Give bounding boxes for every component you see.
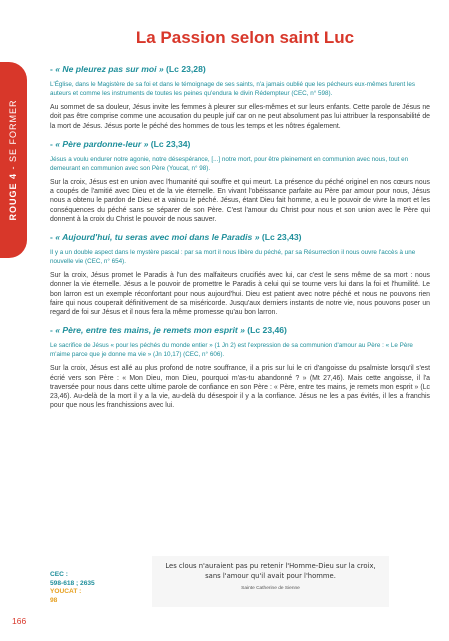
heading-quote: « Aujourd'hui, tu seras avec moi dans le Paradis » — [55, 232, 260, 242]
catechism-quote: L'Église, dans le Magistère de sa foi et dans le témoignage de ses saints, n'a jamais oublié que les pécheurs eux-mêmes furent les auteurs et comme les instruments de toutes les peines qu'endura le divin Rédempteur (CEC, n° 598). — [50, 81, 416, 98]
heading-quote: « Père pardonne-leur » — [55, 138, 149, 149]
side-tab-sep: - — [8, 162, 18, 173]
heading-quote: « Père, entre tes mains, je remets mon esprit » — [55, 325, 245, 336]
heading-ref: (Lc 23,46) — [244, 325, 287, 336]
references — [50, 571, 95, 605]
body-paragraph: Sur la croix, Jésus est allé au plus profond de notre souffrance, il a pris sur lui le cri d'angoisse du psalmiste lorsqu'il s'est écrié vers son Père : « Mon Dieu, mon Dieu, pourquoi m'as-tu abandonné ? » (Mt 27,46). Mais cette angoisse, il l'a traversée pour nous dans cette ultime parole de confiance en son Père : « Père, entre tes mains, je remets mon esprit » (Lc 23,46). Au-delà de la mort il y a la vie, au-delà du désespoir il y a la confiance. Jésus ne les a pas évités, il les a franchis pour que nous les franchissions avec lui. — [50, 365, 430, 410]
section-heading: - « Père pardonne-leur » (Lc 23,34) — [50, 138, 191, 149]
section-4 — [50, 325, 430, 410]
catechism-quote: Il y a un double aspect dans le mystère pascal : par sa mort il nous libère du péché, par sa Résurrection il nous ouvre l'accès à une nouvelle vie (CEC, n° 654). — [50, 249, 416, 266]
section-heading: - « Aujourd'hui, tu seras avec moi dans le Paradis » (Lc 23,43) — [50, 232, 302, 242]
body-paragraph: Sur la croix, Jésus est en union avec l'humanité qui souffre et qui meurt. La présence du péché originel en nos cœurs nous a coupés de l'amitié avec Dieu et de la vie éternelle. En vivant l'obéissance parfaite au Père par amour pour nous, Jésus nous a obtenu le pardon de Dieu et a vaincu le péché. Jésus, étant Dieu fait homme, a eu le pouvoir de vivre la mort et les conséquences du péché sans se séparer de son Père. C'est l'amour du Christ pour nous et son union avec le Père qui donnent à la croix du Christ le pouvoir de nous sauver. — [50, 178, 430, 223]
quote-box — [152, 556, 389, 607]
page-number: 166 — [12, 616, 27, 626]
catechism-quote: Le sacrifice de Jésus « pour les péchés du monde entier » (1 Jn 2) est l'expression de sa communion d'amour au Père : « Le Père m'aime parce que je donne ma vie » (Jn 10,17) (CEC, n° 606). — [50, 342, 413, 359]
body-paragraph: Sur la croix, Jésus promet le Paradis à l'un des malfaiteurs crucifiés avec lui, car c'est le sens même de sa mort : nous donner la vie éternelle. Jésus a le pouvoir de promettre le Paradis à celui qui se tourne vers lui dans la foi et l'humilité. Le bon larron est un exemple réconfortant pour nous aujourd'hui. Dieu est patient avec notre péché et nous ne pouvons rien faire qui nous couperait définitivement de sa miséricorde. Jusqu'aux derniers instants de notre vie, nous pouvons poser un regard de foi sur Jésus et il nous fera la même promesse qu'au bon larron. — [50, 272, 430, 316]
cec-values: 598-618 ; 2635 — [50, 579, 95, 587]
body-paragraph: Au sommet de sa douleur, Jésus invite les femmes à pleurer sur elles-mêmes et sur leurs enfants. Cette parole de Jésus ne doit pas être comprise comme une accusation du peuple juif car on ne peut absolument pas lui attribuer la responsabilité de la mort de Jésus. Jésus porte le péché des hommes de tous les temps et les nôtres également. — [50, 104, 430, 130]
side-tab-label — [8, 99, 18, 220]
section-3 — [50, 232, 430, 317]
cec-label: CEC : — [50, 571, 68, 578]
heading-ref: (Lc 23,43) — [259, 232, 302, 242]
content — [50, 56, 430, 414]
section-2 — [50, 139, 430, 224]
heading-ref: (Lc 23,28) — [163, 64, 206, 74]
quote-text — [152, 561, 389, 581]
youcat-label: YOUCAT : — [50, 588, 82, 595]
heading-ref: (Lc 23,34) — [148, 138, 191, 149]
quote-attribution: Sainte Catherine de Sienne — [241, 586, 300, 591]
heading-quote: « Ne pleurez pas sur moi » — [55, 64, 164, 74]
catechism-quote: Jésus a voulu endurer notre agonie, notre désespérance, [...] notre mort, pour être pleinement en communion avec nous, tout en demeurant en communion avec son Père (Youcat, n° 98). — [50, 155, 409, 172]
side-tab-sub: SE FORMER — [8, 99, 18, 162]
quote-line-1: Les clous n'auraient pas pu retenir l'Homme-Dieu sur la croix, — [165, 562, 376, 570]
section-heading: - « Ne pleurez pas sur moi » (Lc 23,28) — [50, 64, 206, 74]
quote-line-2: sans l'amour qu'il avait pour l'homme. — [205, 572, 336, 580]
section-1 — [50, 64, 430, 131]
page-title: La Passion selon saint Luc — [135, 28, 355, 47]
side-tab-main: ROUGE 4 — [8, 173, 18, 221]
section-heading: - « Père, entre tes mains, je remets mon esprit » (Lc 23,46) — [50, 325, 287, 336]
youcat-values: 98 — [50, 596, 58, 604]
